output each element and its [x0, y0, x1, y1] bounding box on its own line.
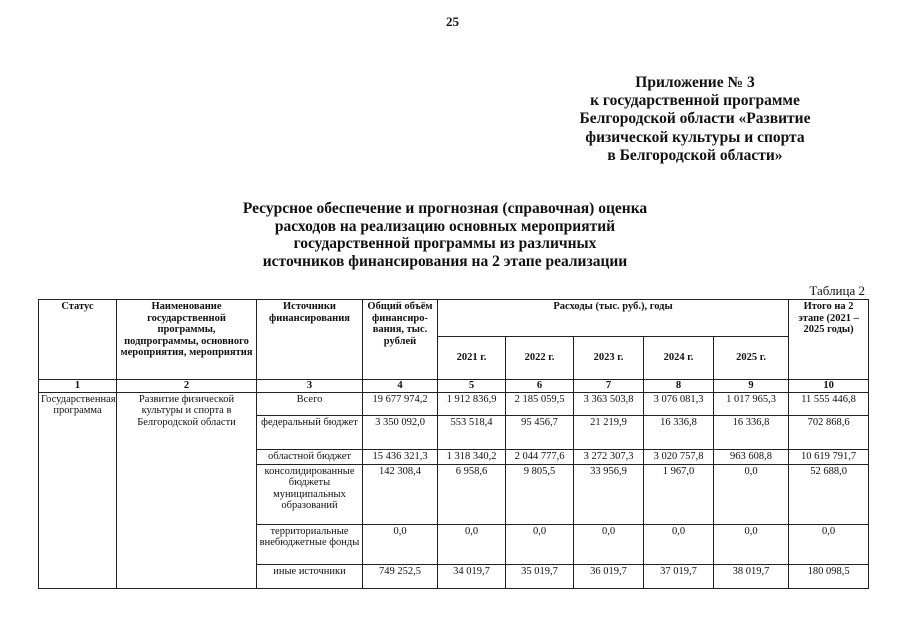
header-stage-total: Итого на 2 этапе (2021 – 2025 годы): [789, 300, 869, 380]
table-row: [39, 392, 869, 415]
source-cell: федеральный бюджет: [257, 415, 363, 449]
title-line: Ресурсное обеспечение и прогнозная (справочная) оценка: [242, 200, 648, 217]
source-cell: Всего: [257, 392, 363, 415]
stage-total-cell: 52 688,0: [789, 464, 869, 524]
total-cell: 749 252,5: [363, 564, 438, 588]
column-number: 8: [644, 380, 714, 393]
year-cell: 38 019,7: [714, 564, 789, 588]
funding-table: [38, 299, 869, 589]
column-number: 9: [714, 380, 789, 393]
year-cell: 16 336,8: [644, 415, 714, 449]
year-cell: 6 958,6: [438, 464, 506, 524]
title-line: государственной программы из различных: [293, 235, 597, 252]
column-number: 7: [574, 380, 644, 393]
header-name: Наименование государственной программы, подпрограммы, основного мероприятия, мероприятия: [117, 300, 257, 380]
appendix-line: физической культуры и спорта: [585, 128, 805, 146]
year-cell: 0,0: [714, 524, 789, 564]
column-number-row: [39, 380, 869, 393]
year-cell: 0,0: [714, 464, 789, 524]
header-total: Общий объём финансиро-вания, тыс. рублей: [363, 300, 438, 380]
appendix-heading: [565, 74, 825, 165]
year-cell: 9 805,5: [506, 464, 574, 524]
year-cell: 1 318 340,2: [438, 449, 506, 464]
appendix-line: Белгородской области «Развитие: [579, 110, 811, 128]
column-number: 3: [257, 380, 363, 393]
total-cell: 0,0: [363, 524, 438, 564]
year-cell: 0,0: [574, 524, 644, 564]
year-cell: 35 019,7: [506, 564, 574, 588]
column-number: 2: [117, 380, 257, 393]
table-label: Таблица 2: [809, 283, 865, 298]
column-number: 6: [506, 380, 574, 393]
column-number: 4: [363, 380, 438, 393]
header-year: 2025 г.: [714, 337, 789, 380]
appendix-line: к государственной программе: [590, 92, 800, 110]
header-year: 2023 г.: [574, 337, 644, 380]
header-status: Статус: [39, 300, 117, 380]
year-cell: 34 019,7: [438, 564, 506, 588]
year-cell: 3 363 503,8: [574, 392, 644, 415]
title-line: источников финансирования на 2 этапе реализации: [262, 252, 628, 270]
header-year: 2021 г.: [438, 337, 506, 380]
stage-total-cell: 10 619 791,7: [789, 449, 869, 464]
header-year: 2024 г.: [644, 337, 714, 380]
column-number: 5: [438, 380, 506, 393]
total-cell: 3 350 092,0: [363, 415, 438, 449]
year-cell: 36 019,7: [574, 564, 644, 588]
status-cell: Государственная программа: [39, 392, 117, 588]
year-cell: 95 456,7: [506, 415, 574, 449]
appendix-line: Приложение № 3: [635, 74, 755, 91]
year-cell: 37 019,7: [644, 564, 714, 588]
stage-total-cell: 180 098,5: [789, 564, 869, 588]
program-name-cell: Развитие физической культуры и спорта в Белгородской области: [117, 392, 257, 588]
stage-total-cell: 11 555 446,8: [789, 392, 869, 415]
total-cell: 15 436 321,3: [363, 449, 438, 464]
document-title: [220, 200, 670, 270]
column-number: 1: [39, 380, 117, 393]
year-cell: 1 967,0: [644, 464, 714, 524]
year-cell: 0,0: [438, 524, 506, 564]
source-cell: территориальные внебюджетные фонды: [257, 524, 363, 564]
column-number: 10: [789, 380, 869, 393]
year-cell: 0,0: [506, 524, 574, 564]
year-cell: 0,0: [644, 524, 714, 564]
year-cell: 3 272 307,3: [574, 449, 644, 464]
header-expenses: Расходы (тыс. руб.), годы: [438, 300, 789, 337]
year-cell: 33 956,9: [574, 464, 644, 524]
source-cell: областной бюджет: [257, 449, 363, 464]
header-sources: Источники финансирования: [257, 300, 363, 380]
year-cell: 1 912 836,9: [438, 392, 506, 415]
page-number: 25: [446, 14, 459, 29]
stage-total-cell: 702 868,6: [789, 415, 869, 449]
total-cell: 19 677 974,2: [363, 392, 438, 415]
source-cell: консолидированные бюджеты муниципальных образований: [257, 464, 363, 524]
stage-total-cell: 0,0: [789, 524, 869, 564]
header-year: 2022 г.: [506, 337, 574, 380]
year-cell: 21 219,9: [574, 415, 644, 449]
appendix-line: в Белгородской области»: [607, 146, 783, 164]
year-cell: 963 608,8: [714, 449, 789, 464]
year-cell: 2 044 777,6: [506, 449, 574, 464]
year-cell: 2 185 059,5: [506, 392, 574, 415]
year-cell: 16 336,8: [714, 415, 789, 449]
year-cell: 1 017 965,3: [714, 392, 789, 415]
year-cell: 3 020 757,8: [644, 449, 714, 464]
source-cell: иные источники: [257, 564, 363, 588]
year-cell: 553 518,4: [438, 415, 506, 449]
title-line: расходов на реализацию основных мероприятий: [274, 217, 616, 235]
total-cell: 142 308,4: [363, 464, 438, 524]
year-cell: 3 076 081,3: [644, 392, 714, 415]
